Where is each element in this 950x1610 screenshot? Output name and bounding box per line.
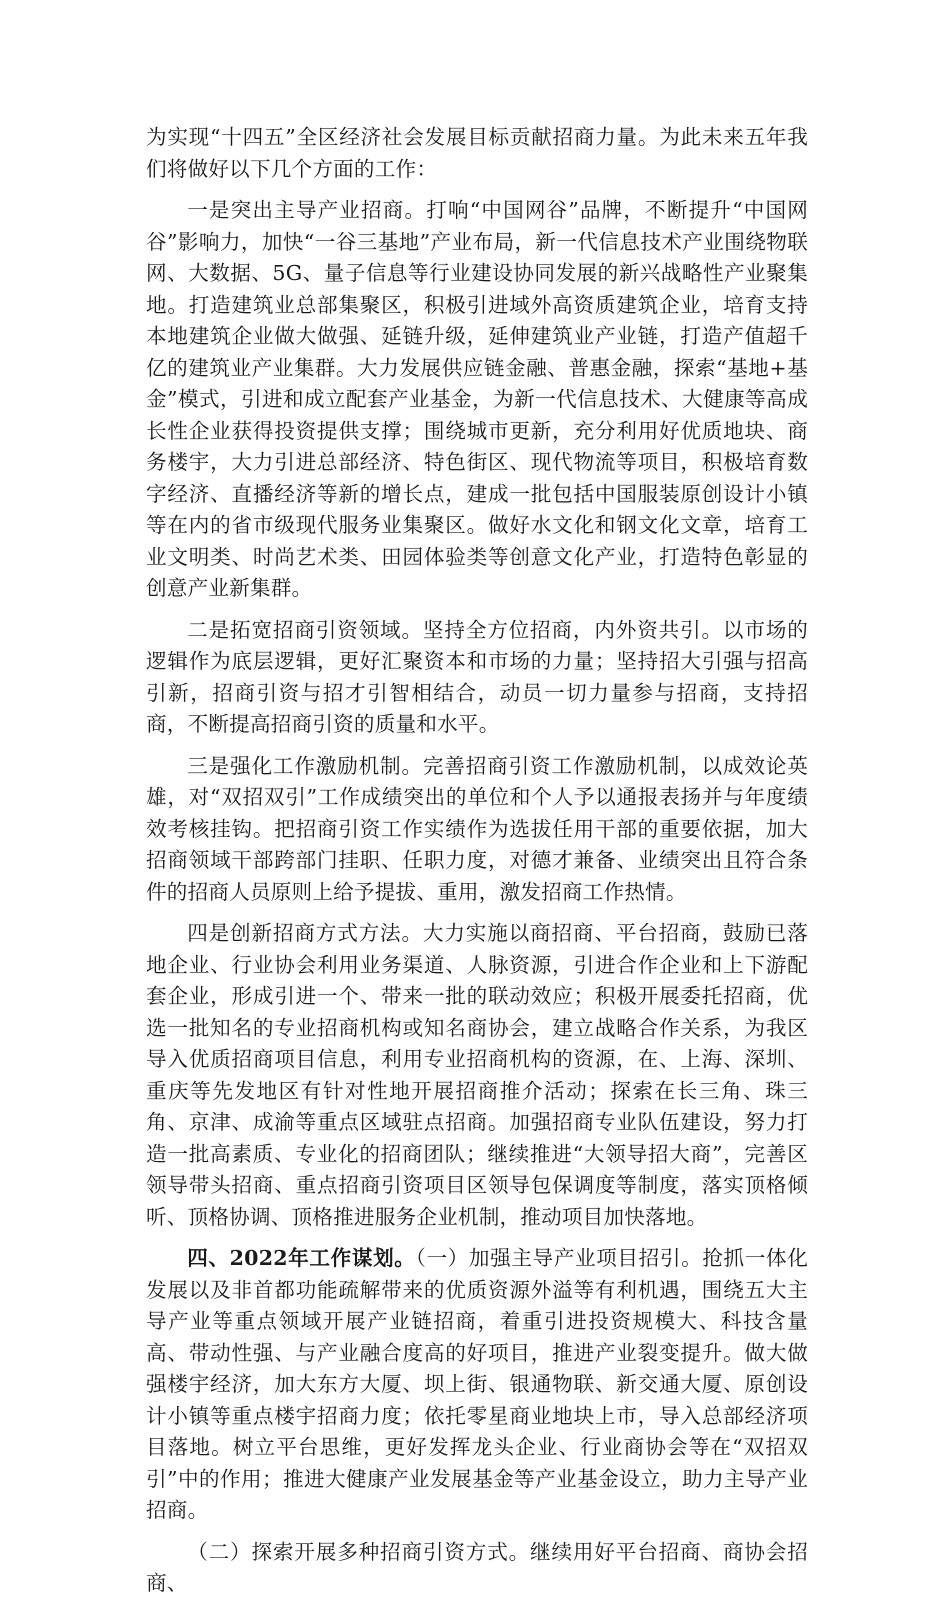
paragraph-innovative-methods: 四是创新招商方式方法。大力实施以商招商、平台招商，鼓励已落地企业、行业协会利用业务渠道、人脉资源，引进合作企业和上下游配套企业，形成引进一个、带来一批的联动效应；积极开展委托招商，优选一批知名的专业招商机构或知名商协会，建立战略合作关系，为我区导入优质招商项目信息，利用专业招商机构的资源，在、上海、深圳、重庆等先发地区有针对性地开展招商推介活动；探索在长三角、珠三角、京津、成渝等重点区域驻点招商。加强招商专业队伍建设，努力打造一批高素质、专业化的招商团队；继续推进“大领导招大商”，完善区领导带头招商、重点招商引资项目区领导包保调度等制度，落实顶格倾听、顶格协调、顶格推进服务企业机制，推动项目加快落地。 xyxy=(146,921,808,1229)
paragraph-2022-plan-body: （一）加强主导产业项目招引。抢抓一体化发展以及非首都功能疏解带来的优质资源外溢等有利机遇，围绕五大主导产业等重点领域开展产业链招商，着重引进投资规模大、科技含量高、带动性强、与产业融合度高的好项目，推进产业裂变提升。做大做强楼宇经济，加大东方大厦、坝上街、银通物联、新交通大厦、原创设计小镇等重点楼宇招商力度；依托零星商业地块上市，导入总部经济项目落地。树立平台思维，更好发挥龙头企业、行业商协会等在“双招双引”中的作用；推进大健康产业发展基金等产业基金设立，助力主导产业招商。 xyxy=(146,1246,809,1522)
paragraph-multiple-methods: （二）探索开展多种招商引资方式。继续用好平台招商、商协会招商、 xyxy=(146,1539,808,1595)
document-page xyxy=(146,122,808,1610)
paragraph-intro-continuation: 为实现“十四五”全区经济社会发展目标贡献招商力量。为此未来五年我们将做好以下几个方面的工作： xyxy=(146,125,808,181)
paragraph-industry-attraction: 一是突出主导产业招商。打响“中国网谷”品牌，不断提升“中国网谷”影响力，加快“一谷三基地”产业布局，新一代信息技术产业围绕物联网、大数据、5G、量子信息等行业建设协同发展的新兴战略性产业聚集地。打造建筑业总部集聚区，积极引进域外高资质建筑企业，培育支持本地建筑企业做大做强、延链升级，延伸建筑业产业链，打造产值超千亿的建筑业产业集群。大力发展供应链金融、普惠金融，探索“基地+基金”模式，引进和成立配套产业基金，为新一代信息技术、大健康等高成长性企业获得投资提供支撑；围绕城市更新，充分利用好优质地块、商务楼宇，大力引进总部经济、特色街区、现代物流等项目，积极培育数字经济、直播经济等新的增长点，建成一批包括中国服装原创设计小镇等在内的省市级现代服务业集聚区。做好水文化和钢文化文章，培育工业文明类、时尚艺术类、田园体验类等创意文化产业，打造特色彰显的创意产业新集群。 xyxy=(146,198,808,600)
paragraph-2022-plan xyxy=(146,1243,808,1527)
section-heading-2022-plan: 四、2022年工作谋划。 xyxy=(187,1246,416,1270)
paragraph-investment-fields: 二是拓宽招商引资领域。坚持全方位招商，内外资共引。以市场的逻辑作为底层逻辑，更好汇聚资本和市场的力量；坚持招大引强与招高引新，招商引资与招才引智相结合，动员一切力量参与招商，支持招商，不断提高招商引资的质量和水平。 xyxy=(146,617,808,736)
paragraph-incentive-mechanism: 三是强化工作激励机制。完善招商引资工作激励机制，以成效论英雄，对“双招双引”工作成绩突出的单位和个人予以通报表扬并与年度绩效考核挂钩。把招商引资工作实绩作为选拔任用干部的重要依据，加大招商领域干部跨部门挂职、任职力度，对德才兼备、业绩突出且符合条件的招商人员原则上给予提拔、重用，激发招商工作热情。 xyxy=(146,753,808,904)
